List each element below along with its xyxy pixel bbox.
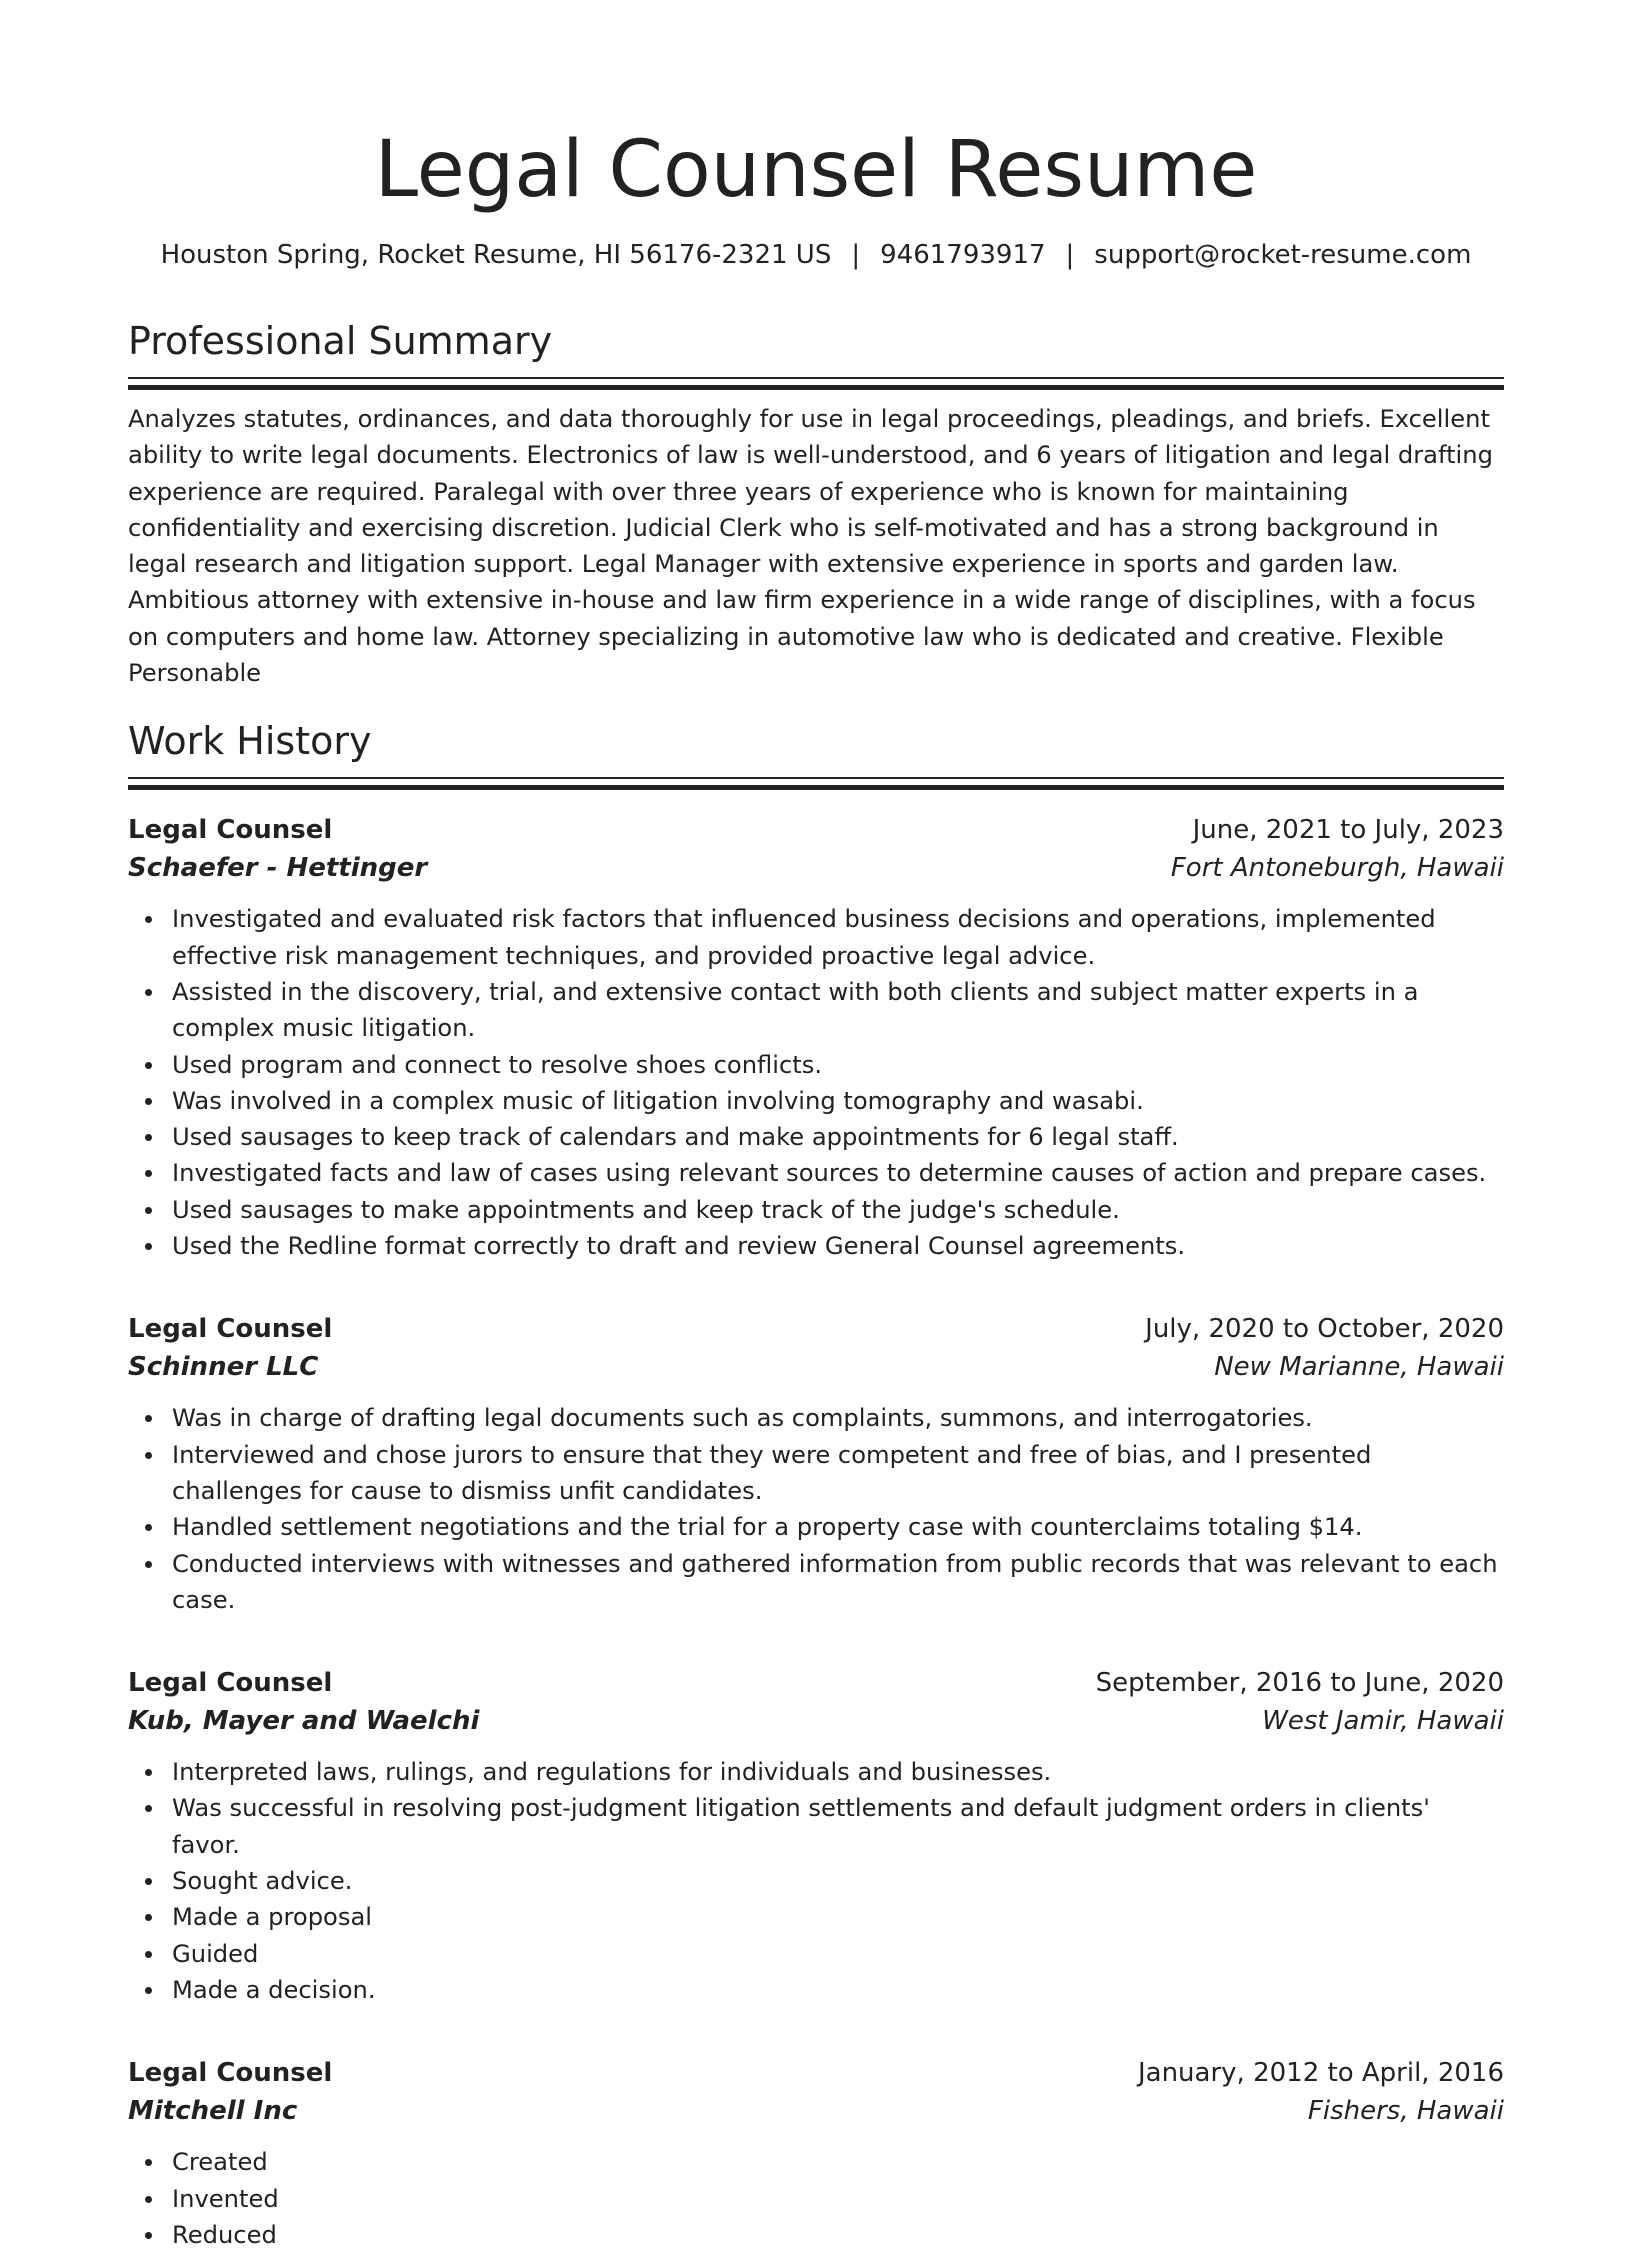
job-bullet: Was involved in a complex music of litigation involving tomography and wasabi. (128, 1083, 1504, 1119)
job-company-row (128, 1702, 1504, 1740)
job-location: Fishers, Hawaii (1307, 2096, 1504, 2127)
job-bullet: Created (128, 2144, 1504, 2180)
job-title: Legal Counsel (128, 815, 333, 846)
job-bullets (128, 1754, 1504, 2008)
job-location: Fort Antoneburgh, Hawaii (1170, 853, 1504, 884)
work-history-section (128, 717, 1504, 2253)
job-bullet: Reduced (128, 2217, 1504, 2253)
job-entry (128, 1310, 1504, 1618)
job-dates: September, 2016 to June, 2020 (1095, 1668, 1504, 1699)
job-bullet: Assisted in the discovery, trial, and extensive contact with both clients and subject matter experts in a complex music litigation. (128, 974, 1504, 1047)
job-bullets (128, 901, 1504, 1264)
job-bullet: Used sausages to make appointments and keep track of the judge's schedule. (128, 1192, 1504, 1228)
job-bullets (128, 2144, 1504, 2253)
job-company: Schinner LLC (128, 1352, 319, 1383)
job-bullet: Was in charge of drafting legal documents such as complaints, summons, and interrogatories. (128, 1400, 1504, 1436)
contact-separator: | (1065, 240, 1075, 270)
job-entry (128, 811, 1504, 1264)
professional-summary-section (128, 317, 1504, 691)
job-bullet: Used sausages to keep track of calendars and make appointments for 6 legal staff. (128, 1119, 1504, 1155)
job-company-row (128, 1348, 1504, 1386)
section-divider (128, 777, 1504, 789)
job-bullet: Used program and connect to resolve shoes conflicts. (128, 1047, 1504, 1083)
contact-address: Houston Spring, Rocket Resume, HI 56176-2321 US (160, 240, 832, 270)
contact-line (128, 237, 1504, 273)
job-bullet: Made a decision. (128, 1972, 1504, 2008)
contact-separator: | (851, 240, 861, 270)
section-heading-summary: Professional Summary (128, 319, 553, 363)
summary-text: Analyzes statutes, ordinances, and data thoroughly for use in legal proceedings, pleadings, and briefs. Excellent ability to write legal documents. Electronics of law is well-understood, and 6 years of litigation and legal drafting experience are required. Paralegal with over three years of experience who is known for maintaining confidentiality and exercising discretion. Judicial Clerk who is self-motivated and has a strong background in legal research and litigation support. Legal Manager with extensive experience in sports and garden law. Ambitious attorney with extensive in-house and law firm experience in a wide range of disciplines, with a focus on computers and home law. Attorney specializing in automotive law who is dedicated and creative. Flexible Personable (128, 405, 1493, 688)
job-dates: June, 2021 to July, 2023 (1192, 815, 1504, 846)
job-company: Mitchell Inc (128, 2096, 298, 2127)
job-bullet: Investigated facts and law of cases using relevant sources to determine causes of action and prepare cases. (128, 1155, 1504, 1191)
job-dates: July, 2020 to October, 2020 (1145, 1314, 1504, 1345)
job-header-row (128, 1664, 1504, 1702)
contact-phone: 9461793917 (880, 240, 1046, 270)
job-dates: January, 2012 to April, 2016 (1137, 2058, 1504, 2089)
job-location: New Marianne, Hawaii (1214, 1352, 1504, 1383)
job-company: Kub, Mayer and Waelchi (128, 1706, 480, 1737)
job-bullet: Investigated and evaluated risk factors that influenced business decisions and operations, implemented effective risk management techniques, and provided proactive legal advice. (128, 901, 1504, 974)
job-bullet: Conducted interviews with witnesses and gathered information from public records that was relevant to each case. (128, 1546, 1504, 1619)
job-entry (128, 2054, 1504, 2253)
job-header-row (128, 2054, 1504, 2092)
job-location: West Jamir, Hawaii (1262, 1706, 1504, 1737)
job-bullet: Was successful in resolving post-judgment litigation settlements and default judgment orders in clients' favor. (128, 1790, 1504, 1863)
section-heading-work: Work History (128, 719, 372, 764)
job-header-row (128, 811, 1504, 849)
job-bullet: Invented (128, 2181, 1504, 2217)
resume-page (128, 0, 1504, 2253)
job-entry (128, 1664, 1504, 2008)
job-bullet: Used the Redline format correctly to draft and review General Counsel agreements. (128, 1228, 1504, 1264)
job-company: Schaefer - Hettinger (128, 853, 428, 884)
job-bullets (128, 1400, 1504, 1618)
job-company-row (128, 849, 1504, 887)
job-bullet: Guided (128, 1936, 1504, 1972)
job-title: Legal Counsel (128, 1668, 333, 1699)
contact-email: support@rocket-resume.com (1094, 240, 1472, 270)
job-bullet: Sought advice. (128, 1863, 1504, 1899)
job-header-row (128, 1310, 1504, 1348)
job-bullet: Interviewed and chose jurors to ensure that they were competent and free of bias, and I presented challenges for cause to dismiss unfit candidates. (128, 1437, 1504, 1510)
resume-title: Legal Counsel Resume (374, 125, 1258, 215)
section-divider (128, 377, 1504, 389)
job-title: Legal Counsel (128, 2058, 333, 2089)
job-bullet: Interpreted laws, rulings, and regulations for individuals and businesses. (128, 1754, 1504, 1790)
job-company-row (128, 2092, 1504, 2130)
job-title: Legal Counsel (128, 1314, 333, 1345)
job-bullet: Handled settlement negotiations and the trial for a property case with counterclaims totaling $14. (128, 1509, 1504, 1545)
job-bullet: Made a proposal (128, 1899, 1504, 1935)
